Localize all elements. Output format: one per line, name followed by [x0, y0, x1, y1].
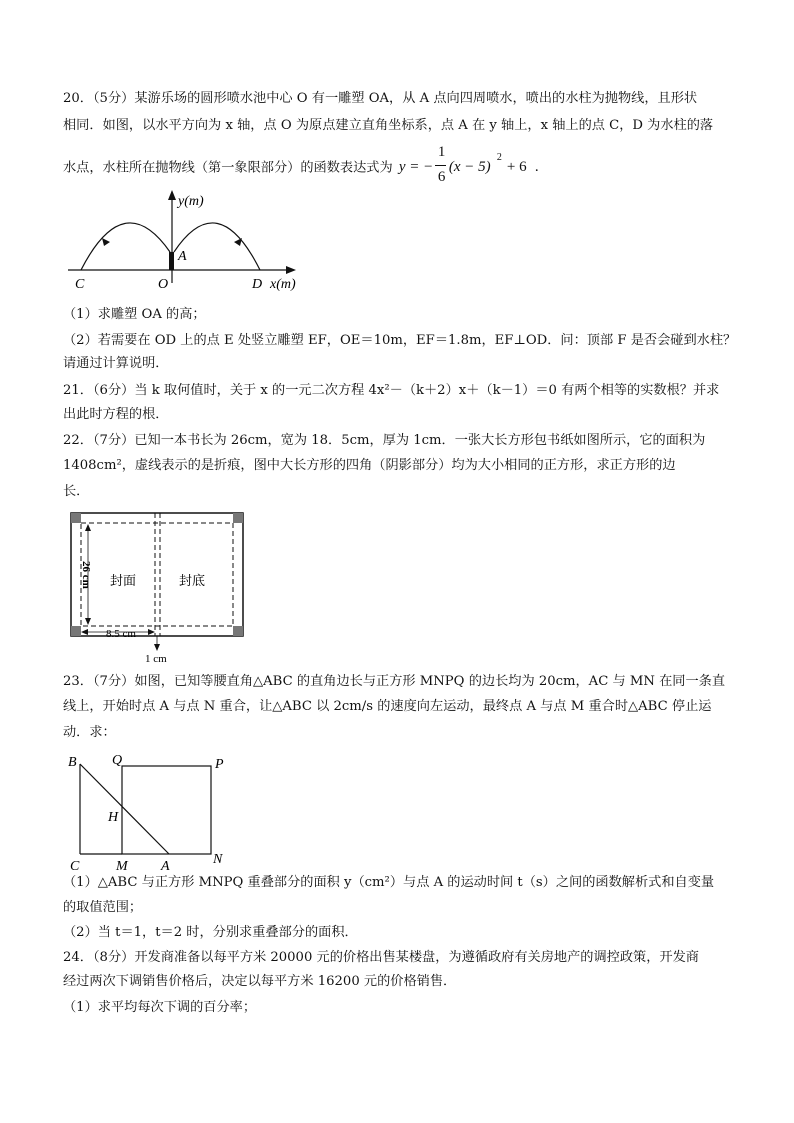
parabola-left: [81, 223, 170, 270]
label-a2: A: [161, 859, 170, 872]
corner-square-br: [233, 626, 243, 636]
corner-square-bl: [71, 626, 81, 636]
q21-line-1: 21．（6分）当 k 取何值时，关于 x 的一元二次方程 4x²－（k＋2）x＋（k－1）＝0 有两个相等的实数根？并求: [63, 383, 720, 398]
label-p: P: [215, 757, 224, 772]
formula-num: 1: [437, 144, 446, 160]
triangle-hypotenuse-ab: [80, 764, 169, 854]
sculpture-oa: [169, 252, 174, 270]
label-d: D: [252, 277, 263, 292]
q20-formula: [397, 144, 542, 185]
thickness-arrow-icon: [154, 644, 160, 651]
height-arrow-bottom-icon: [85, 618, 91, 625]
q23-line-2: 线上，开始时点 A 与点 N 重合，让△ABC 以 2cm/s 的速度向左运动，最终点 A 与点 M 重合时△ABC 停止运: [63, 699, 712, 714]
label-back-cover: 封底: [179, 573, 206, 588]
water-arrow-right-icon: [234, 238, 242, 246]
q20-part-2: （2）若需要在 OD 上的点 E 处竖立雕塑 EF，OE＝10m，EF＝1.8m，EF⊥OD．问：顶部 F 是否会碰到水柱？: [63, 333, 737, 348]
q22-line-3: 长．: [63, 484, 90, 499]
label-b: B: [68, 755, 77, 770]
formula-lhs: y = −: [398, 159, 434, 175]
q24-part-1: （1）求平均每次下调的百分率；: [63, 1000, 257, 1015]
q20-line-3: [63, 144, 542, 186]
q22-line-2: 1408cm²，虚线表示的是折痕，图中大长方形的四角（阴影部分）均为大小相同的正方形，求正方形的边: [63, 458, 676, 473]
height-arrow-top-icon: [85, 524, 91, 531]
label-c2: C: [70, 859, 80, 872]
q20-line-3-text: 水点，水柱所在抛物线（第一象限部分）的函数表达式为: [63, 160, 393, 176]
label-thickness: 1 cm: [145, 653, 167, 665]
corner-square-tr: [233, 513, 243, 523]
x-axis-arrow-icon: [286, 266, 296, 274]
q20-part-1: （1）求雕塑 OA 的高；: [63, 307, 206, 322]
water-arrow-left-icon: [102, 238, 110, 246]
formula-fraction-bar: [435, 165, 446, 166]
formula-exp: 2: [496, 152, 502, 163]
q23-part-2: （2）当 t＝1，t＝2 时，分别求重叠部分的面积．: [63, 925, 358, 940]
fold-lines: [81, 523, 233, 626]
label-height: 26 cm: [80, 561, 92, 589]
fountain-figure: [66, 188, 312, 296]
formula-end: .: [534, 159, 539, 175]
label-m: M: [116, 859, 128, 872]
q20-part-2b: 请通过计算说明．: [63, 356, 169, 371]
corner-square-tl: [71, 513, 81, 523]
label-x: x(m): [270, 277, 296, 292]
q20-line-2: 相同．如图，以水平方向为 x 轴，点 O 为原点建立直角坐标系，点 A 在 y 轴上，x 轴上的点 C，D 为水柱的落: [63, 118, 714, 133]
formula-tail: + 6: [506, 159, 527, 175]
label-y: y(m): [178, 194, 204, 209]
q22-line-1: 22．（7分）已知一本书长为 26cm，宽为 18．5cm，厚为 1cm．一张大长方形包书纸如图所示，它的面积为: [63, 433, 706, 448]
q23-part-1b: 的取值范围；: [63, 900, 143, 915]
q24-line-2: 经过两次下调销售价格后，决定以每平方米 16200 元的价格销售．: [63, 974, 457, 989]
book-cover-figure: [66, 508, 250, 666]
square-mnpq: [122, 766, 211, 854]
label-c: C: [75, 277, 85, 292]
q23-line-3: 动．求：: [63, 725, 116, 740]
q23-line-1: 23．（7分）如图，已知等腰直角△ABC 的直角边长与正方形 MNPQ 的边长均为 20cm，AC 与 MN 在同一条直: [63, 674, 726, 689]
width-arrow-right-icon: [148, 629, 155, 635]
parabola-right: [174, 223, 260, 270]
width-arrow-left-icon: [81, 629, 88, 635]
q21-line-2: 出此时方程的根．: [63, 407, 169, 422]
label-width: 8.5 cm: [106, 628, 136, 640]
label-q: Q: [112, 753, 123, 768]
label-n: N: [213, 852, 223, 867]
formula-den: 6: [437, 169, 446, 185]
y-axis-arrow-icon: [168, 190, 176, 200]
label-a: A: [178, 249, 187, 264]
label-front-cover: 封面: [110, 573, 137, 588]
wrapping-paper: [71, 513, 243, 636]
formula-paren: (x − 5): [448, 159, 491, 175]
label-h: H: [108, 810, 119, 825]
label-o: O: [158, 277, 169, 292]
q23-part-1: （1）△ABC 与正方形 MNPQ 重叠部分的面积 y（cm²）与点 A 的运动时间 t（s）之间的函数解析式和自变量: [63, 875, 715, 890]
triangle-square-figure: [64, 750, 234, 872]
q24-line-1: 24．（8分）开发商准备以每平方米 20000 元的价格出售某楼盘，为遵循政府有关房地产的调控政策，开发商: [63, 950, 699, 965]
q20-line-1: 20．（5分）某游乐场的圆形喷水池中心 O 有一雕塑 OA，从 A 点向四周喷水，喷出的水柱为抛物线，且形状: [63, 91, 698, 106]
